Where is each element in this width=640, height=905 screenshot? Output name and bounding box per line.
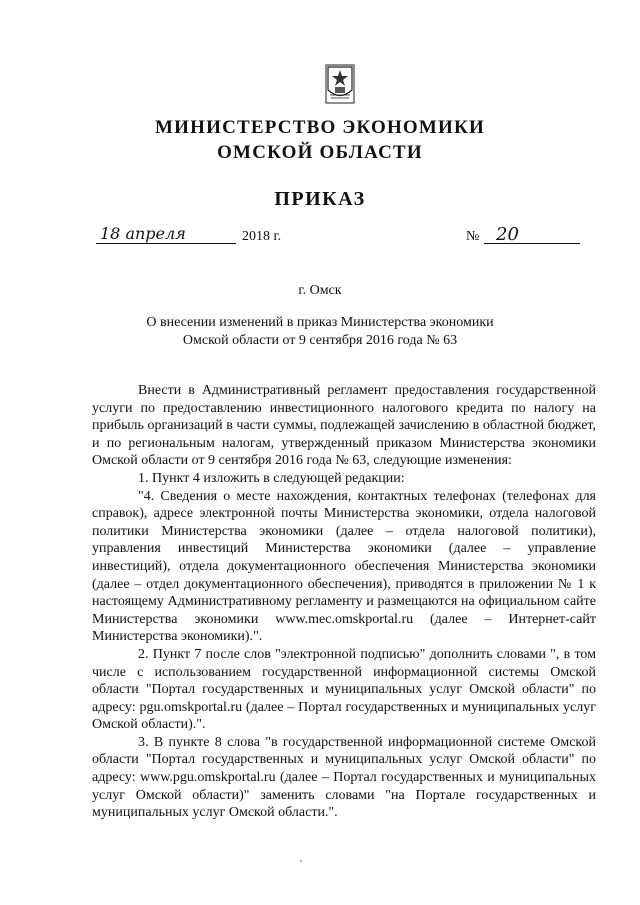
- handwritten-number-field: 20: [484, 224, 580, 244]
- subject-line2: Омской области от 9 сентября 2016 года № 63: [182, 333, 458, 348]
- page-mark: [300, 860, 302, 862]
- body-paragraph-intro: Внести в Административный регламент предоставления государственной услуги по предоставлению инвестиционного налогового кредита по налогу на прибыль организаций в части суммы, подлежащей зачислению в областной бюджет, и по региональным налогам, утвержденный приказом Министерства экономики Омской области от 9 сентября 2016 года № 63, следующие изменения:: [92, 383, 596, 469]
- date-number-row: [92, 224, 582, 248]
- document-body: [92, 382, 596, 822]
- body-paragraph-item1: 1. Пункт 4 изложить в следующей редакции:: [138, 470, 405, 486]
- ministry-name-line1: МИНИСТЕРСТВО ЭКОНОМИКИ: [155, 117, 485, 138]
- body-paragraph-item3: 3. В пункте 8 слова "в государственной информационной системе Омской области "Портал государственных и муниципальных услуг Омской области" по адресу: www.pgu.omskportal.ru (далее – Портал государственных и муниципальных услуг Омской области)" заменить словами "на Портале государственных и муниципальных услуг Омской области.".: [92, 734, 596, 821]
- city-name: г. Омск: [298, 283, 342, 298]
- number-label: №: [466, 229, 480, 244]
- omsk-coat-of-arms-icon: [325, 64, 355, 104]
- body-paragraph-item2: 2. Пункт 7 после слов "электронной подписью" дополнить словами ", в том числе с использованием государственной информационной системы Омской области "Портал государственных и муниципальных услуг Омской области" по адресу: pgu.omskportal.ru (далее – Портал государственных и муниципальных услуг Омской области).".: [92, 646, 596, 733]
- body-paragraph-item1-text: "4. Сведения о месте нахождения, контактных телефонах (телефонах для справок), адресе электронной почты Министерства экономики, отдела налоговой политики Министерства экономики (далее – отдела налоговой политики), управления инвестиций Министерства экономики (далее – управление инвестиций), отдела документационного обеспечения Министерства экономики (далее – отдел документационного обеспечения), приводятся в приложении № 1 к настоящему Административному регламенту и размещаются на официальном сайте Министерства экономики www.mec.omskportal.ru (далее – Интернет-сайт Министерства экономики).".: [92, 488, 596, 645]
- document-subject: [0, 314, 640, 350]
- document-title: ПРИКАЗ: [274, 188, 366, 210]
- handwritten-date-field: 18 апреля: [96, 224, 236, 244]
- date-year: 2018 г.: [242, 229, 282, 244]
- subject-line1: О внесении изменений в приказ Министерства экономики: [146, 315, 494, 330]
- ministry-name-line2: ОМСКОЙ ОБЛАСТИ: [217, 142, 423, 163]
